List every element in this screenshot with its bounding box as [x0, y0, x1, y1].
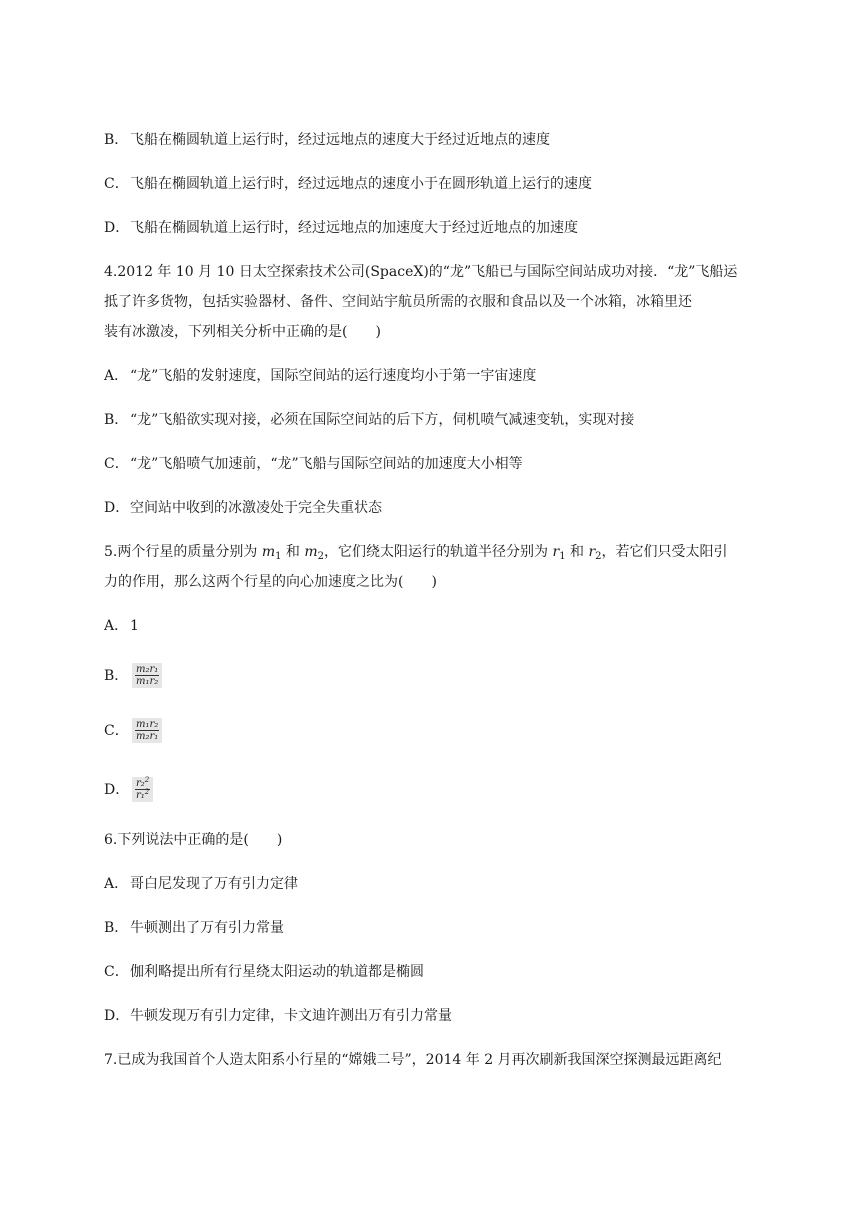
subscript: 1 — [275, 551, 282, 562]
option-label: D． — [104, 220, 130, 236]
q4-stem-line-1: 4.2012 年 10 月 10 日太空探索技术公司(SpaceX)的“龙”飞船已与国际空间站成功对接．“龙”飞船运 — [104, 264, 738, 280]
option-label: A． — [104, 618, 129, 634]
q5-text: 和 — [565, 544, 589, 560]
q6-option-a — [104, 874, 298, 894]
q5-option-d — [104, 777, 153, 802]
fraction-denominator: m₂r₁ — [136, 731, 159, 742]
denominator-base: r₁ — [136, 790, 145, 801]
q7-stem-line-1: 7.已成为我国首个人造太阳系小行星的“嫦娥二号”，2014 年 2 月再次刷新我国深空探测最远距离纪 — [104, 1052, 722, 1068]
q6-option-d — [104, 1006, 452, 1026]
q5-stem-line-1 — [104, 542, 728, 562]
q6-option-c — [104, 962, 424, 982]
numerator-base: r₂ — [136, 778, 145, 789]
subscript: 2 — [595, 551, 602, 562]
var-r: r — [552, 544, 560, 560]
option-text: 牛顿测出了万有引力常量 — [130, 920, 284, 936]
fraction-denominator: m₁r₂ — [136, 676, 159, 687]
q5-text: 和 — [281, 544, 305, 560]
q5-text: ，它们绕太阳运行的轨道半径分别为 — [324, 544, 553, 560]
exponent: 2 — [144, 788, 150, 796]
option-text: 牛顿发现万有引力定律，卡文迪许测出万有引力常量 — [130, 1008, 452, 1024]
option-label: D． — [104, 1008, 130, 1024]
q4-option-c — [104, 454, 523, 474]
option-text: 飞船在椭圆轨道上运行时，经过远地点的速度小于在圆形轨道上运行的速度 — [130, 176, 592, 192]
q5-option-a — [104, 616, 139, 636]
var-r: r — [588, 544, 596, 560]
option-label: C． — [104, 176, 129, 192]
q4-stem-line-2: 抵了许多货物，包括实验器材、备件、空间站宇航员所需的衣服和食品以及一个冰箱，冰箱里还 — [104, 294, 692, 310]
option-label: C． — [104, 722, 129, 739]
option-label: B． — [104, 412, 129, 428]
fraction-formula — [132, 718, 162, 743]
q5-stem-line-2: 力的作用，那么这两个行星的向心加速度之比为( ) — [104, 574, 437, 590]
q4-option-a — [104, 366, 536, 386]
q4-option-d — [104, 498, 382, 518]
fraction-formula — [132, 663, 162, 688]
fraction-numerator: m₂r₁ — [136, 664, 159, 675]
fraction-formula — [132, 777, 153, 802]
var-m: m — [261, 544, 276, 560]
option-text: “龙”飞船喷气加速前，“龙”飞船与国际空间站的加速度大小相等 — [130, 456, 523, 472]
q5-text: 5.两个行星的质量分别为 — [104, 544, 262, 560]
option-text: “龙”飞船欲实现对接，必须在国际空间站的后下方，伺机喷气减速变轨，实现对接 — [130, 412, 635, 428]
option-label: B． — [104, 920, 129, 936]
q5-text: ，若它们只受太阳引 — [601, 544, 728, 560]
option-text: 飞船在椭圆轨道上运行时，经过远地点的速度大于经过近地点的速度 — [130, 132, 550, 148]
option-label: A． — [104, 368, 129, 384]
q3-option-c — [104, 174, 592, 194]
option-label: D． — [104, 781, 130, 798]
option-label: A． — [104, 876, 129, 892]
option-text: 伽利略提出所有行星绕太阳运动的轨道都是椭圆 — [130, 964, 424, 980]
option-label: C． — [104, 964, 129, 980]
option-label: B． — [104, 667, 129, 684]
subscript: 1 — [559, 551, 566, 562]
option-label: B． — [104, 132, 129, 148]
exponent: 2 — [144, 776, 150, 784]
q5-option-b — [104, 663, 162, 688]
option-text: “龙”飞船的发射速度，国际空间站的运行速度均小于第一宇宙速度 — [130, 368, 537, 384]
option-text: 空间站中收到的冰激凌处于完全失重状态 — [130, 500, 382, 516]
subscript: 2 — [317, 551, 325, 562]
option-text: 1 — [130, 618, 139, 634]
q4-option-b — [104, 410, 634, 430]
q6-option-b — [104, 918, 284, 938]
option-label: C． — [104, 456, 129, 472]
q3-option-d — [104, 218, 578, 238]
option-label: D． — [104, 500, 130, 516]
q4-stem-line-3: 装有冰激凌，下列相关分析中正确的是( ) — [104, 324, 381, 340]
fraction-numerator: m₁r₂ — [136, 719, 159, 730]
option-text: 飞船在椭圆轨道上运行时，经过远地点的加速度大于经过近地点的加速度 — [130, 220, 578, 236]
var-m: m — [304, 544, 318, 560]
q5-option-c — [104, 718, 162, 743]
q3-option-b — [104, 130, 550, 150]
fraction-denominator — [135, 790, 150, 801]
option-text: 哥白尼发现了万有引力定律 — [130, 876, 298, 892]
q6-stem: 6.下列说法中正确的是( ) — [104, 832, 283, 848]
